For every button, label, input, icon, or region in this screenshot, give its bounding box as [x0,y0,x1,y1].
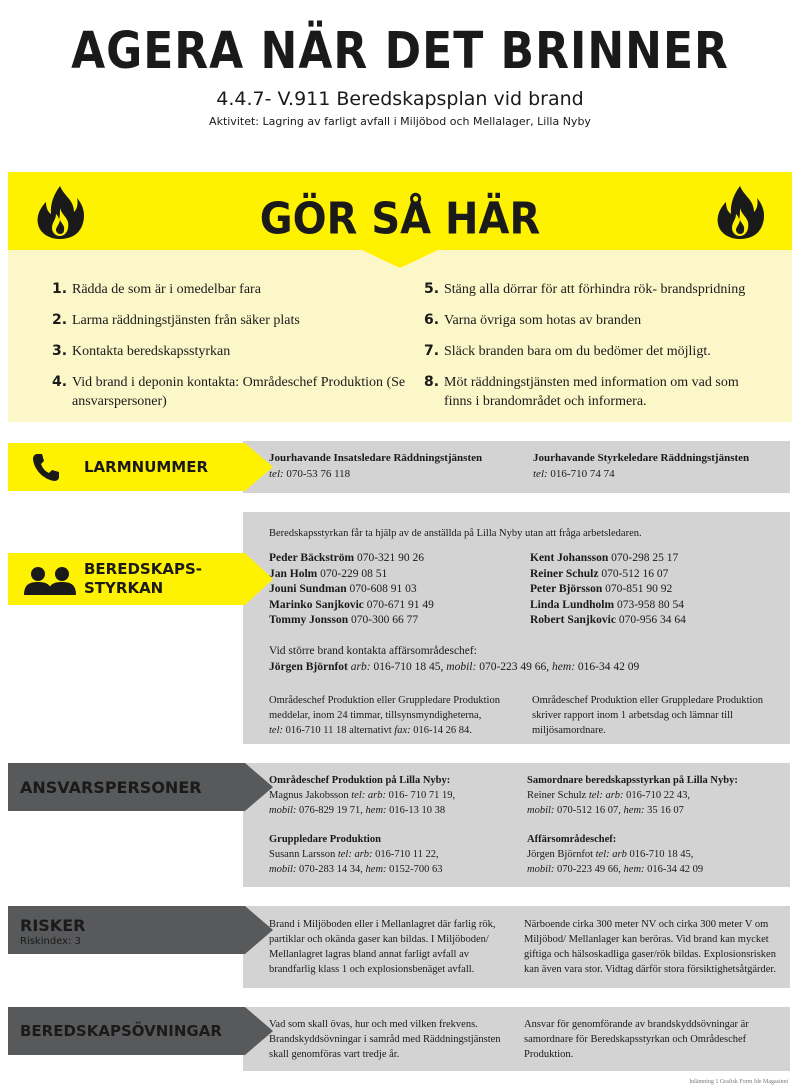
responsible-person: Samordnare beredskapsstyrkan på Lilla Nyby: Reiner Schulz tel: arb: 016-710 22 43, mobil: 070-512 16 07, hem: 35 16 07 [527,775,738,816]
member-row: Jan Holm 070-229 08 51 [269,567,388,580]
responsible-person: Områdeschef Produktion på Lilla Nyby: Magnus Jakobsson tel: arb: 016- 710 71 19, mobil: 076-829 19 71, hem: 016-13 10 38 [269,775,456,816]
step-item: 7. Släck branden bara om du bedömer det möjligt. [424,343,711,359]
member-row: Peder Bäckström 070-321 90 26 [269,552,425,564]
responsible-person: Affärsområdeschef: Jörgen Björnfot tel: arb 016-710 18 45, mobil: 070-223 49 66, hem: 016-34 42 09 [527,834,704,875]
step-item: 8. Möt räddningstjänsten med information om vad som finns i brandområdet och informera. [424,374,739,409]
member-row: Robert Sanjkovic 070-956 34 64 [530,614,686,626]
member-row: Peter Björsson 070-851 90 92 [530,583,673,595]
risks-panel [243,906,790,988]
risk-index: Riskindex: 3 [20,936,81,947]
risks-left-text: Brand i Miljöboden eller i Mellanlagret där farlig rök, partiklar och okända gaser kan bildas. I Miljöboden/ Mellanlagret lagras bland annat farligt avfall av brandfarlig klass 1 och explosionsbenäget avfall. [269,919,496,975]
responsible-tag [8,763,273,811]
drills-tag [8,1007,273,1055]
responsible-person: Gruppledare Produktion Susann Larsson tel: arb: 016-710 11 22, mobil: 070-283 14 34, hem: 0152-700 63 [269,834,443,875]
step-item: 4. Vid brand i deponin kontakta: Områdeschef Produktion (Se ansvarspersoner) [52,374,406,409]
step-item: 3. Kontakta beredskapsstyrkan [52,343,231,359]
page-title: AGERA NÄR DET BRINNER [71,22,729,81]
phone-icon [30,451,62,483]
drills-label: BEREDSKAPSÖVNINGAR [20,1022,222,1040]
member-row: Linda Lundholm 073-958 80 54 [530,598,685,611]
footer-credit: Inlämning 1 Grafisk Form Ide Magasinet [689,1079,788,1085]
page-subtitle: 4.4.7- V.911 Beredskapsplan vid brand [216,88,584,110]
fire-icon [714,184,766,240]
member-row: Reiner Schulz 070-512 16 07 [530,567,669,580]
step-item: 6. Varna övriga som hotas av branden [424,312,642,328]
risks-tag [8,906,273,954]
risks-right-text: Närboende cirka 300 meter NV och cirka 300 meter V om Miljöbod/ Mellanlager kan beröras. Vid brand kan mycket giftiga och hälsoskadliga gaser/rök bildas. Explosionsrisken kan även vara stor. Vidtag därför stora försiktighetsåtgärder. [524,919,776,975]
report-note-left: Områdeschef Produktion eller Gruppledare Produktion meddelar, inom 24 timmar, tillsynsmyndigheterna, tel: 016-710 11 18 alternativt fax: 016-14 26 84. [269,695,500,736]
force-intro: Beredskapsstyrkan får ta hjälp av de anställda på Lilla Nyby utan att fråga arbetsledaren. [269,528,642,539]
steps-left [52,280,422,423]
member-row: Kent Johansson 070-298 25 17 [530,552,679,564]
activity-line: Aktivitet: Lagring av farligt avfall i Miljöbod och Mellalager, Lilla Nyby [209,115,591,128]
larger-fire-contact: Vid större brand kontakta affärsområdeschef: Jörgen Björnfot arb: 016-710 18 45, mobil: 070-223 49 66, hem: 016-34 42 09 [269,645,640,673]
member-row: Marinko Sanjkovic 070-671 91 49 [269,598,434,611]
alarm-tag [8,443,273,491]
step-item: 1. Rädda de som är i omedelbar fara [52,281,261,297]
alarm-panel [243,441,790,493]
alarm-contact: Jourhavande Insatsledare Räddningstjänsten tel: 070-53 76 118 [269,452,483,480]
drills-left-text: Vad som skall övas, hur och med vilken frekvens. Brandskyddsövningar i samråd med Räddningstjänsten skall genomföras vart tredje år. [269,1019,501,1060]
drills-right-text: Ansvar för genomförande av brandskyddsövningar är samordnare för Beredskapsstyrkan och Områdeschef Produktion. [524,1019,749,1060]
alarm-contact: Jourhavande Styrkeledare Räddningstjänsten tel: 016-710 74 74 [533,452,750,480]
fire-icon [34,184,86,240]
responsible-label: ANSVARSPERSONER [20,778,202,797]
instructions-banner [8,172,792,422]
drills-panel [243,1007,790,1071]
step-item: 2. Larma räddningstjänsten från säker plats [52,312,300,328]
responsible-panel [243,763,790,887]
member-row: Tommy Jonsson 070-300 66 77 [269,614,419,626]
instructions-heading: GÖR SÅ HÄR [259,193,541,245]
force-label: BEREDSKAPS- STYRKAN [84,560,202,597]
force-members-left [269,551,529,629]
risks-label: RISKER [20,916,86,935]
alarm-label: LARMNUMMER [84,458,209,476]
force-members-right [530,551,785,629]
force-panel [243,512,790,744]
force-tag [8,553,273,605]
steps-right [424,280,794,423]
step-item: 5. Stäng alla dörrar för att förhindra rök- brandspridning [424,281,746,297]
group-icon [22,565,80,595]
member-row: Jouni Sundman 070-608 91 03 [269,583,417,595]
report-note-right: Områdeschef Produktion eller Gruppledare Produktion skriver rapport inom 1 arbetsdag och lämnar till miljösamordnare. [532,695,763,736]
